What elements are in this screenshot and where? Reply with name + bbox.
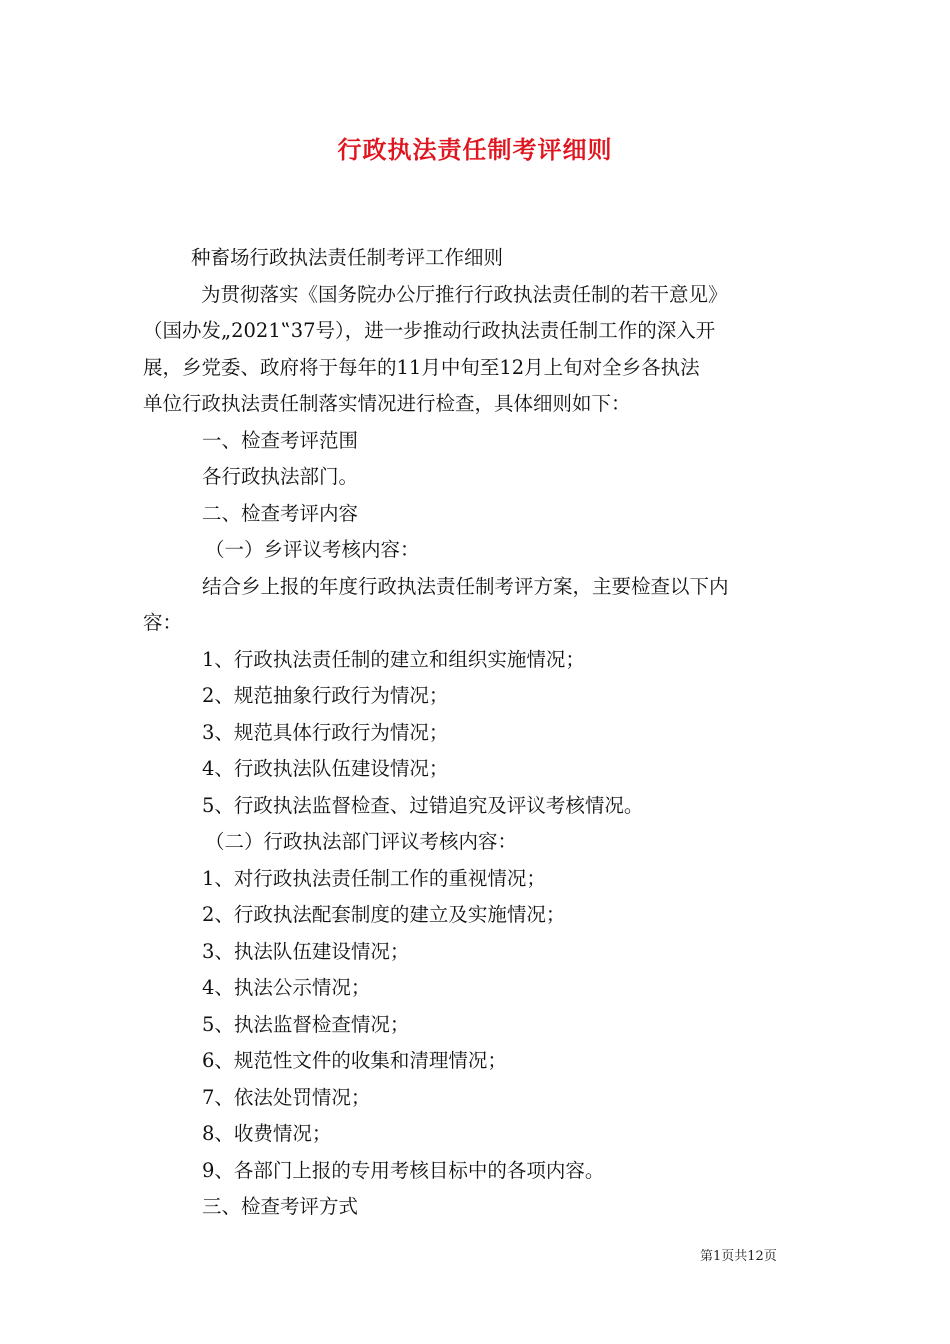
section-heading: 二、检查考评内容 bbox=[202, 501, 359, 525]
paragraph-line: 种畜场行政执法责任制考评工作细则 bbox=[191, 246, 504, 269]
list-item: 4、行政执法队伍建设情况； bbox=[202, 757, 449, 780]
list-item: 7、依法处罚情况； bbox=[202, 1085, 371, 1109]
list-item: 4、执法公示情况； bbox=[202, 976, 371, 999]
paragraph-line: 结合乡上报的年度行政执法责任制考评方案，主要检查以下内 bbox=[202, 574, 729, 598]
subsection-heading: （二）行政执法部门评议考核内容： bbox=[205, 830, 518, 853]
paragraph-line: 单位行政执法责任制落实情况进行检查，具体细则如下： bbox=[143, 392, 631, 415]
section-heading: 一、检查考评范围 bbox=[202, 428, 359, 452]
paragraph-line: 各行政执法部门。 bbox=[202, 465, 359, 488]
subsection-heading: （一）乡评议考核内容： bbox=[205, 538, 420, 561]
list-item: 3、规范具体行政行为情况； bbox=[202, 720, 449, 744]
list-item: 2、规范抽象行政行为情况； bbox=[202, 684, 449, 707]
list-item: 6、规范性文件的收集和清理情况； bbox=[202, 1049, 507, 1072]
list-item: 9、各部门上报的专用考核目标中的各项内容。 bbox=[202, 1158, 605, 1182]
paragraph-line: （国办发„2021‟37号），进一步推动行政执法责任制工作的深入开 bbox=[143, 319, 716, 342]
list-item: 1、行政执法责任制的建立和组织实施情况； bbox=[202, 647, 585, 671]
paragraph-line: 容： bbox=[143, 611, 183, 634]
list-item: 2、行政执法配套制度的建立及实施情况； bbox=[202, 903, 566, 926]
list-item: 1、对行政执法责任制工作的重视情况； bbox=[202, 866, 546, 890]
list-item: 3、执法队伍建设情况； bbox=[202, 939, 410, 963]
paragraph-line: 展，乡党委、政府将于每年的11月中旬至12月上旬对全乡各执法 bbox=[143, 355, 700, 379]
document-body bbox=[143, 240, 808, 1226]
page-number: 第1页共12页 bbox=[700, 1249, 777, 1264]
list-item: 5、执法监督检查情况； bbox=[202, 1012, 410, 1036]
list-item: 5、行政执法监督检查、过错追究及评议考核情况。 bbox=[202, 793, 644, 817]
document-title: 行政执法责任制考评细则 bbox=[337, 135, 613, 164]
section-heading: 三、检查考评方式 bbox=[202, 1195, 359, 1218]
list-item: 8、收费情况； bbox=[202, 1122, 332, 1145]
paragraph-line: 为贯彻落实《国务院办公厅推行行政执法责任制的若干意见》 bbox=[201, 282, 728, 306]
